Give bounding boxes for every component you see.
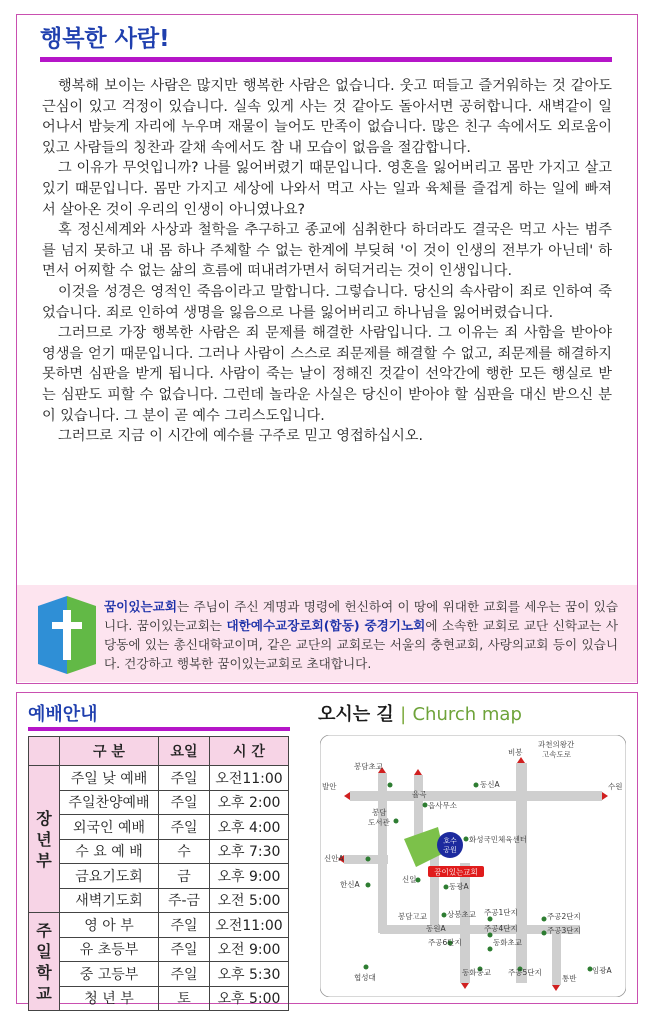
map-label: 율곡	[412, 790, 427, 799]
map-label: 주공5단지	[508, 968, 542, 977]
article-body	[42, 76, 612, 447]
landmark-dot	[542, 917, 547, 922]
map-label: 호수	[443, 837, 457, 845]
church-intro-text-1: 는 주님이 주신 계명과 명령에 헌신하여 이 땅에 위대한 교회를 세우는 꿈이 있습니다. 꿈이있는교회는	[104, 599, 618, 633]
map-label: 주공1단지	[484, 908, 518, 917]
church-intro-text-2: 에 소속한 교회로 교단 신학교는 사당동에 있는 총신대학교이며, 같은 교단의 교회로는 서울의 충현교회, 사랑의교회 등이 있습니다. 건강하고 행복한 꿈이있는교회로 초대합니다.	[104, 618, 618, 671]
landmark-dot	[488, 917, 493, 922]
church-intro-text	[104, 597, 618, 673]
church-name: 꿈이있는교회	[104, 599, 177, 614]
landmark-dot	[366, 857, 371, 862]
map-label: 주공3단지	[547, 926, 581, 935]
service-name: 새벽기도회	[60, 888, 159, 913]
worship-underline	[28, 727, 290, 731]
service-name: 주일 낮 예배	[60, 766, 159, 791]
road	[350, 791, 602, 801]
service-name: 외국인 예배	[60, 815, 159, 840]
service-name: 금요기도회	[60, 864, 159, 889]
lake-park-marker	[437, 832, 463, 858]
map-label: 주공2단지	[547, 912, 581, 921]
church-cross-logo-icon	[38, 596, 96, 674]
map-label: 임광A	[592, 966, 612, 975]
map-label: 협성대	[354, 973, 376, 982]
landmark-dot	[364, 965, 369, 970]
map-title	[318, 700, 522, 726]
map-label: 읍사무소	[428, 801, 457, 810]
service-day: 주일	[159, 766, 210, 791]
column-header: 요일	[159, 737, 210, 766]
corner-cell	[29, 737, 60, 766]
service-time: 오후 4:00	[210, 815, 289, 840]
road	[516, 763, 527, 983]
map-label: 수원	[608, 782, 623, 791]
service-time: 오전11:00	[210, 766, 289, 791]
service-time: 오전 5:00	[210, 888, 289, 913]
map-title-ko: 오시는 길	[318, 704, 394, 725]
map-label: 동광A	[449, 882, 469, 891]
table-row	[29, 790, 289, 815]
landmark-dot	[388, 783, 393, 788]
paragraph: 혹 정신세계와 사상과 철학을 추구하고 종교에 심취한다 하더라도 결국은 먹고 사는 범주를 넘지 못하고 내 몸 하나 주체할 수 없는 한계에 부딪혀 '이 것이 인생의 전부가 아닌데' 하면서 어찌할 수 없는 삶의 흐름에 떠내려가면서 허덕거리는 것이 인생입니다.	[42, 222, 612, 280]
service-day: 주일	[159, 937, 210, 962]
map-label: 한신A	[340, 880, 360, 889]
landmark-dot	[464, 837, 469, 842]
service-time: 오후 5:30	[210, 962, 289, 987]
column-header: 시 간	[210, 737, 289, 766]
column-header: 구 분	[60, 737, 159, 766]
service-time: 오후 7:30	[210, 839, 289, 864]
table-row	[29, 962, 289, 987]
service-day: 토	[159, 986, 210, 1011]
service-time: 오후 9:00	[210, 864, 289, 889]
table-row	[29, 888, 289, 913]
service-day: 주일	[159, 913, 210, 938]
service-time: 오전11:00	[210, 913, 289, 938]
service-time: 오후 2:00	[210, 790, 289, 815]
service-day: 주일	[159, 962, 210, 987]
worship-schedule-table	[28, 736, 289, 1011]
church-map	[320, 735, 626, 997]
denomination: 대한예수교장로회(합동) 중경기노회	[226, 618, 426, 633]
paragraph: 그러므로 가장 행복한 사람은 죄 문제를 해결한 사람입니다. 그 이유는 죄 사함을 받아야 영생을 얻기 때문입니다. 그러나 사람이 스스로 죄문제를 해결할 수 없고, 죄문제를 해결하지 못하면 심판을 받게 됩니다. 사람이 죽는 날이 정해진 것같이 선악간에 행한 모든 행실로 받는 심판도 피할 수 없습니다. 그런데 놀라운 사실은 당신이 받아야 할 심판을 대신 받으신 분이 있습니다. 그 분이 곧 예수 그리스도입니다.	[42, 325, 612, 424]
map-label: 고속도로	[542, 750, 571, 759]
title-underline	[40, 57, 612, 62]
landmark-dot	[423, 803, 428, 808]
map-label: 과천의왕간	[538, 740, 575, 749]
paragraph: 그 이유가 무엇입니까? 나를 잃어버렸기 때문입니다. 영혼을 잃어버리고 몸만 가지고 살고 있기 때문입니다. 몸만 가지고 세상에 나와서 먹고 사는 일과 육체를 즐겁게 하는 일에 빠져서 살아온 것이 우리의 인생이 아니였나요?	[42, 160, 612, 218]
map-label: 꿈이있는교회	[434, 867, 478, 877]
service-name: 중 고등부	[60, 962, 159, 987]
map-label: 상봉초교	[447, 910, 476, 919]
paragraph: 이것을 성경은 영적인 죽음이라고 말합니다. 그렇습니다. 당신의 속사람이 죄로 인하여 죽었습니다. 죄로 인하여 생명을 잃음으로 나를 잃어버리고 하나님을 잃어버렸습니다.	[42, 283, 612, 321]
map-title-en: Church map	[412, 704, 522, 725]
map-label: 화성국민체육센터	[469, 835, 527, 844]
paragraph: 행복해 보이는 사람은 많지만 행복한 사람은 없습니다. 웃고 떠들고 즐거워하는 것 같아도 근심이 있고 걱정이 있습니다. 실속 있게 사는 것 같아도 돌아서면 공허합니다. 새벽같이 일어나서 밤늦게 자리에 누우며 재물이 늘어도 만족이 없습니다. 많은 친구 속에서도 외로움이 있고 사람들의 칭찬과 갈채 속에서도 참 내 모습이 없음을 절감합니다.	[42, 78, 612, 156]
table-header-row	[29, 737, 289, 766]
landmark-dot	[394, 819, 399, 824]
service-day: 주일	[159, 790, 210, 815]
map-label: 동신A	[480, 780, 500, 789]
map-label: 동화초교	[493, 938, 522, 947]
service-day: 주일	[159, 815, 210, 840]
service-name: 영 아 부	[60, 913, 159, 938]
landmark-dot	[444, 885, 449, 890]
article-title: 행복한 사람!	[40, 26, 170, 52]
table-row	[29, 766, 289, 791]
table-row	[29, 815, 289, 840]
service-name: 주일찬양예배	[60, 790, 159, 815]
service-time: 오전 9:00	[210, 937, 289, 962]
map-label: 발안	[322, 782, 337, 791]
map-label: 봉담고교	[398, 912, 427, 921]
table-row	[29, 913, 289, 938]
service-day: 금	[159, 864, 210, 889]
paragraph: 그러므로 지금 이 시간에 예수를 구주로 믿고 영접하십시오.	[58, 428, 424, 445]
map-label: 통반	[562, 974, 577, 983]
map-label: 공원	[443, 846, 457, 854]
map-label: 봉담	[372, 808, 387, 817]
map-label: 신일	[402, 875, 417, 884]
landmark-dot	[542, 931, 547, 936]
map-label: 동화중교	[462, 968, 491, 977]
road	[460, 863, 470, 983]
table-row	[29, 937, 289, 962]
map-label: 신안A	[324, 854, 344, 863]
landmark-dot	[366, 883, 371, 888]
table-row	[29, 864, 289, 889]
table-row	[29, 839, 289, 864]
landmark-dot	[442, 913, 447, 918]
group-label-adult: 장 년 부	[29, 766, 60, 913]
map-title-separator: |	[400, 704, 407, 725]
landmark-dot	[488, 947, 493, 952]
landmark-dot	[474, 783, 479, 788]
group-label-sunday-school: 주 일 학 교	[29, 913, 60, 1011]
map-label: 주공4단지	[484, 924, 518, 933]
worship-title: 예배안내	[28, 704, 98, 725]
service-day: 수	[159, 839, 210, 864]
map-label: 봉담초교	[354, 762, 383, 771]
road	[378, 773, 387, 933]
map-label: 도서관	[368, 818, 390, 827]
service-time: 오후 5:00	[210, 986, 289, 1011]
service-name: 수 요 예 배	[60, 839, 159, 864]
map-label: 동원A	[426, 924, 446, 933]
service-name: 유 초등부	[60, 937, 159, 962]
table-row	[29, 986, 289, 1011]
map-label: 주공6단지	[428, 938, 462, 947]
map-label: 비봉	[508, 748, 523, 757]
road	[414, 775, 423, 837]
service-day: 주-금	[159, 888, 210, 913]
landmark-dot	[488, 933, 493, 938]
service-name: 청 년 부	[60, 986, 159, 1011]
